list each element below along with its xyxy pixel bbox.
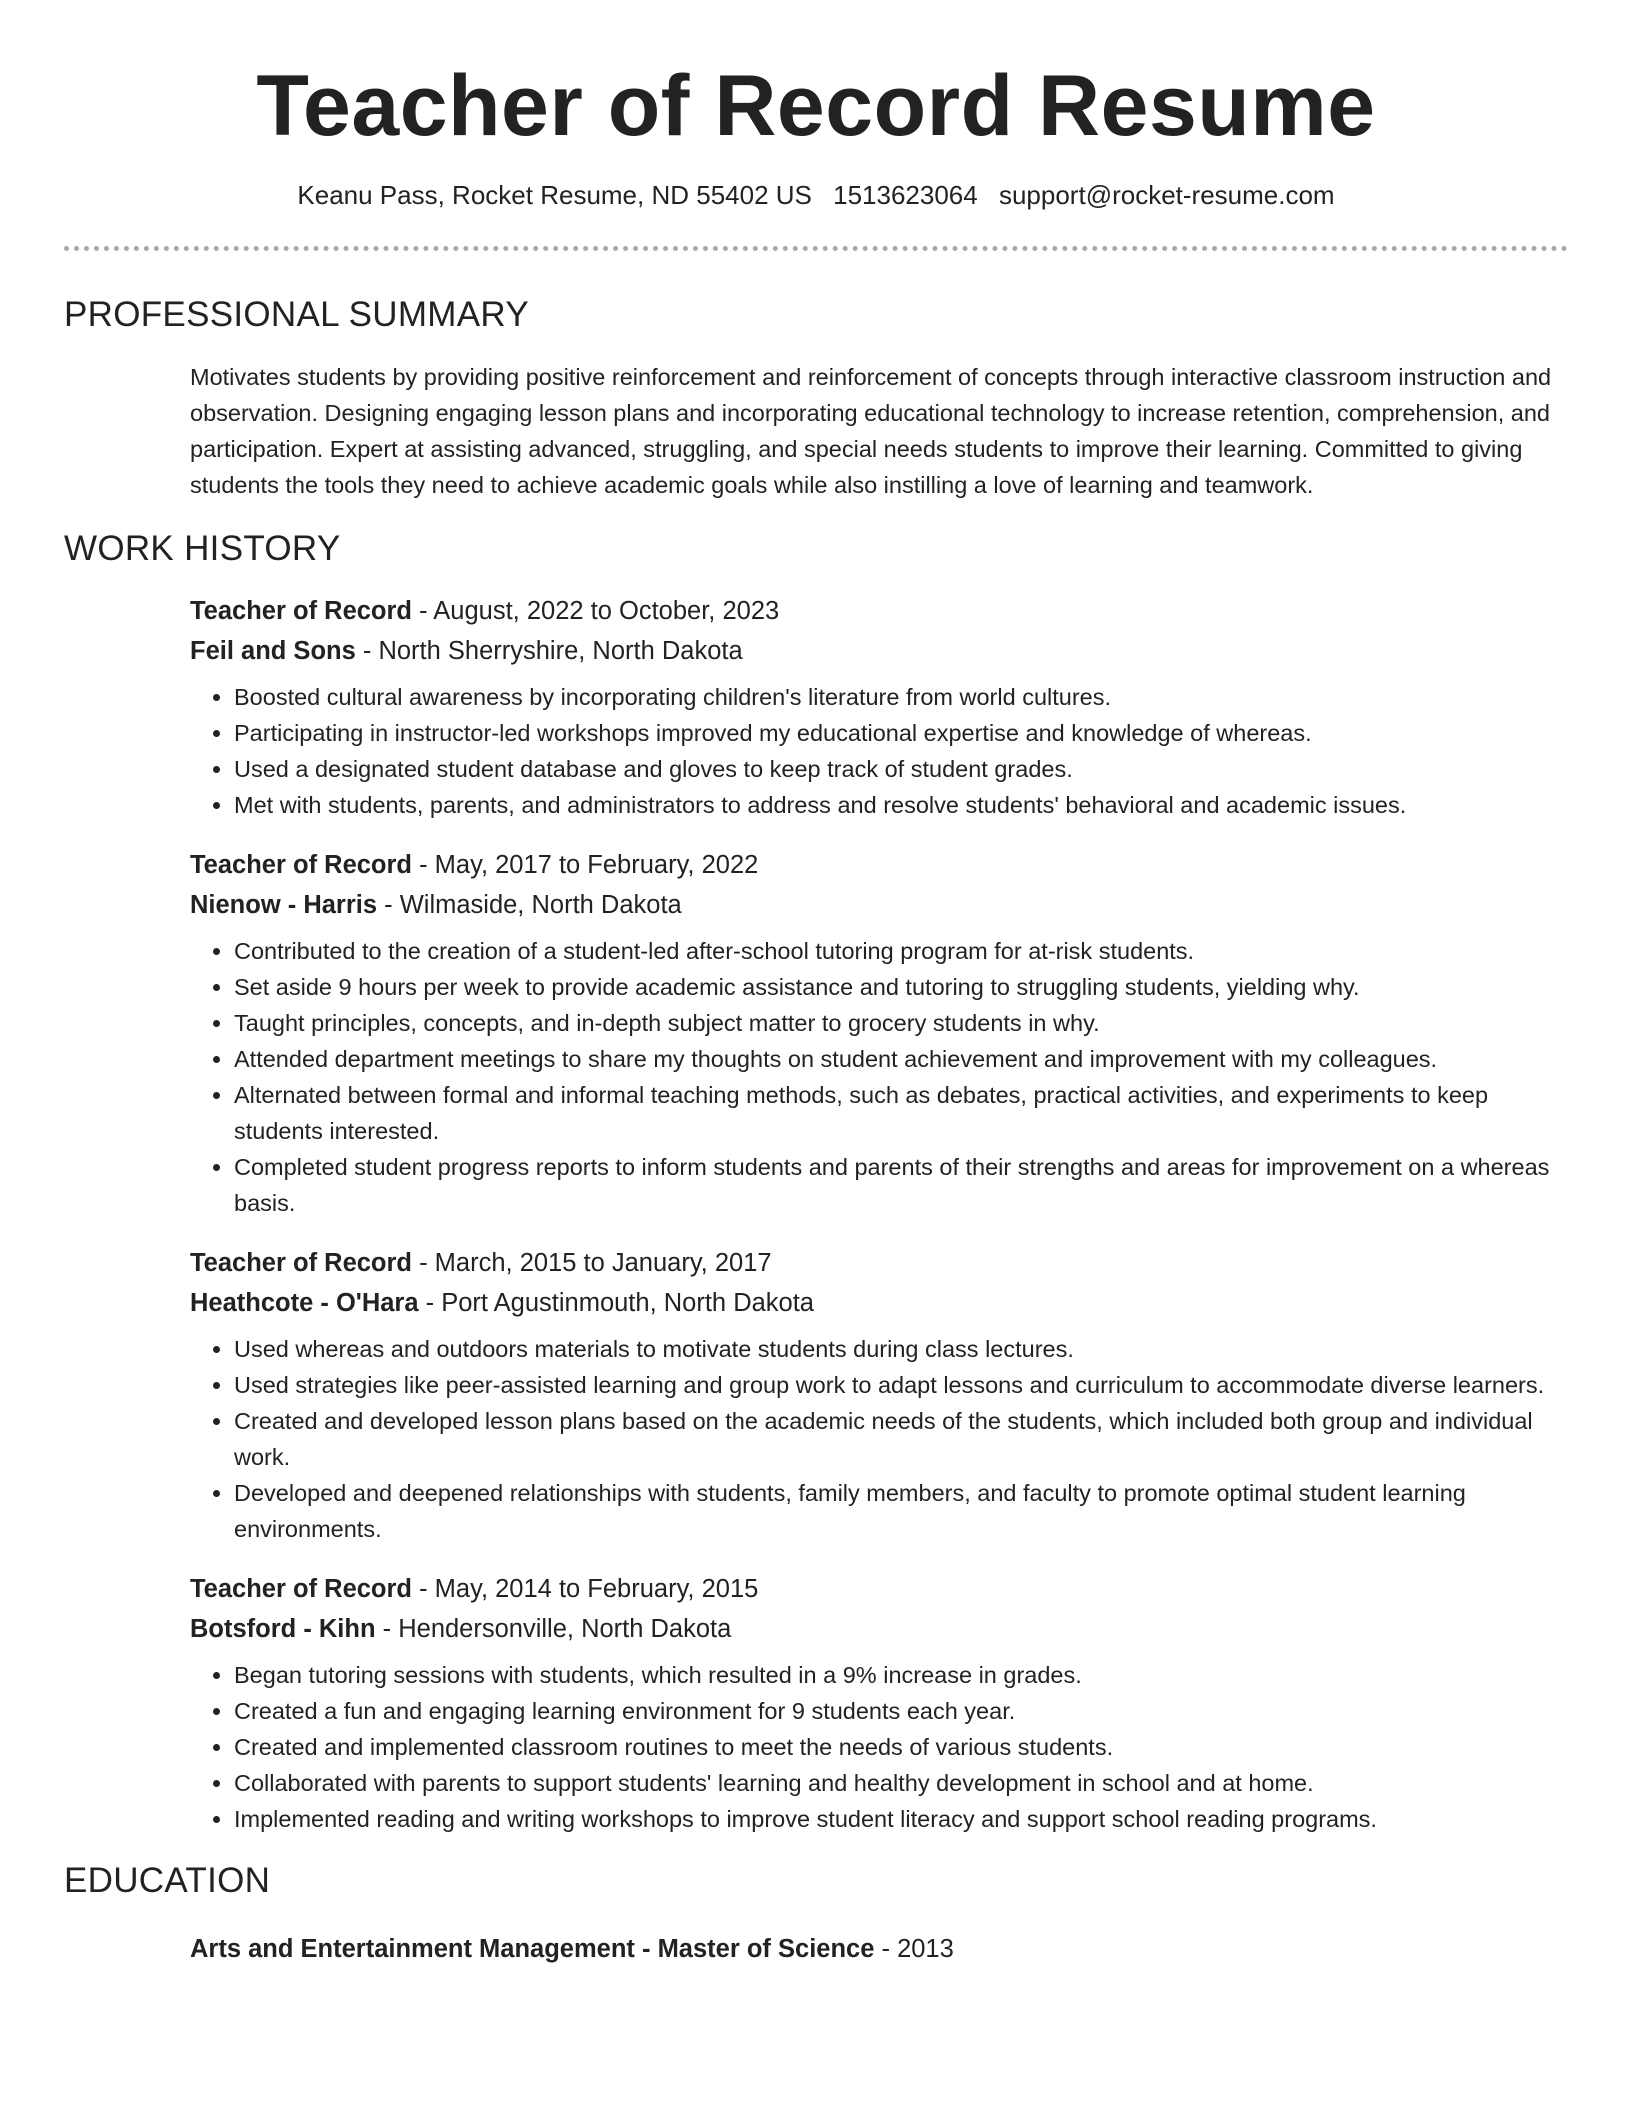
job-bullet-list — [190, 933, 1568, 1221]
job-title: Teacher of Record — [190, 851, 413, 879]
job-entry — [190, 1243, 1568, 1547]
job-bullet: • Attended department meetings to share my thoughts on student achievement and improvement with my colleagues. — [234, 1041, 1568, 1077]
job-bullet-list — [190, 1657, 1568, 1837]
job-bullet: • Participating in instructor-led workshops improved my educational expertise and knowledge of whereas. — [234, 715, 1568, 751]
job-company: Nienow - Harris — [190, 891, 378, 919]
summary-heading: PROFESSIONAL SUMMARY — [64, 295, 529, 334]
job-location: - Wilmaside, North Dakota — [377, 891, 682, 919]
job-bullet: • Developed and deepened relationships with students, family members, and faculty to promote optimal student learning environments. — [234, 1475, 1568, 1547]
job-bullet: • Began tutoring sessions with students, which resulted in a 9% increase in grades. — [234, 1657, 1568, 1693]
job-title: Teacher of Record — [190, 1575, 413, 1603]
contact-email[interactable]: support@rocket-resume.com — [998, 180, 1335, 210]
job-dates: - May, 2017 to February, 2022 — [412, 851, 759, 879]
job-entry — [190, 1569, 1568, 1837]
job-dates: - May, 2014 to February, 2015 — [412, 1575, 759, 1603]
job-bullet: • Contributed to the creation of a student-led after-school tutoring program for at-risk students. — [234, 933, 1568, 969]
job-bullet-list — [190, 679, 1568, 823]
summary-text: Motivates students by providing positive reinforcement and reinforcement of concepts through interactive classroom instruction and observation. Designing engaging lesson plans and incorporating educational technology to increase retention, comprehension, and participation. Expert at assisting advanced, struggling, and special needs students to improve their learning. Committed to giving students the tools they need to achieve academic goals while also instilling a love of learning and teamwork. — [190, 364, 1552, 498]
job-entry — [190, 591, 1568, 823]
resume-page — [64, 0, 1568, 1969]
job-bullet: • Used a designated student database and gloves to keep track of student grades. — [234, 751, 1568, 787]
job-bullet: • Taught principles, concepts, and in-depth subject matter to grocery students in why. — [234, 1005, 1568, 1041]
job-bullet: • Boosted cultural awareness by incorporating children's literature from world cultures. — [234, 679, 1568, 715]
job-bullet: • Completed student progress reports to inform students and parents of their strengths and areas for improvement on a whereas basis. — [234, 1149, 1568, 1221]
job-bullet: • Created and implemented classroom routines to meet the needs of various students. — [234, 1729, 1568, 1765]
job-company: Feil and Sons — [190, 637, 356, 665]
job-title: Teacher of Record — [190, 597, 413, 625]
education-degree: Arts and Entertainment Management - Master of Science — [190, 1935, 875, 1963]
job-bullet: • Created and developed lesson plans based on the academic needs of the students, which included both group and individual work. — [234, 1403, 1568, 1475]
job-bullet: • Used strategies like peer-assisted learning and group work to adapt lessons and curriculum to accommodate diverse learners. — [234, 1367, 1568, 1403]
work-history-heading: WORK HISTORY — [64, 529, 341, 568]
job-title-line — [190, 1569, 1568, 1609]
resume-title: Teacher of Record Resume — [256, 58, 1376, 154]
job-bullet: • Used whereas and outdoors materials to motivate students during class lectures. — [234, 1331, 1568, 1367]
job-bullet-list — [190, 1331, 1568, 1547]
job-dates: - August, 2022 to October, 2023 — [412, 597, 780, 625]
job-bullet: • Implemented reading and writing workshops to improve student literacy and support school reading programs. — [234, 1801, 1568, 1837]
job-company-line — [190, 1283, 1568, 1323]
job-bullet: • Set aside 9 hours per week to provide academic assistance and tutoring to struggling students, yielding why. — [234, 969, 1568, 1005]
education-year: - 2013 — [874, 1935, 954, 1963]
job-company-line — [190, 1609, 1568, 1649]
job-bullet: • Collaborated with parents to support students' learning and healthy development in school and at home. — [234, 1765, 1568, 1801]
job-bullet: • Alternated between formal and informal teaching methods, such as debates, practical activities, and experiments to keep students interested. — [234, 1077, 1568, 1149]
job-title-line — [190, 845, 1568, 885]
job-location: - Port Agustinmouth, North Dakota — [418, 1289, 814, 1317]
job-title-line — [190, 1243, 1568, 1283]
contact-address: Keanu Pass, Rocket Resume, ND 55402 US — [297, 180, 812, 210]
job-dates: - March, 2015 to January, 2017 — [412, 1249, 772, 1277]
job-company: Heathcote - O'Hara — [190, 1289, 419, 1317]
job-title-line — [190, 591, 1568, 631]
education-heading: EDUCATION — [64, 1861, 271, 1900]
job-location: - Hendersonville, North Dakota — [375, 1615, 732, 1643]
job-bullet: • Met with students, parents, and administrators to address and resolve students' behavioral and academic issues. — [234, 787, 1568, 823]
job-title: Teacher of Record — [190, 1249, 413, 1277]
job-company: Botsford - Kihn — [190, 1615, 376, 1643]
contact-phone: 1513623064 — [833, 180, 978, 210]
header-divider — [64, 246, 1568, 251]
contact-line — [64, 178, 1568, 212]
job-entry — [190, 845, 1568, 1221]
education-entry — [190, 1929, 1568, 1969]
job-bullet: • Created a fun and engaging learning environment for 9 students each year. — [234, 1693, 1568, 1729]
job-company-line — [190, 631, 1568, 671]
job-company-line — [190, 885, 1568, 925]
job-location: - North Sherryshire, North Dakota — [355, 637, 743, 665]
